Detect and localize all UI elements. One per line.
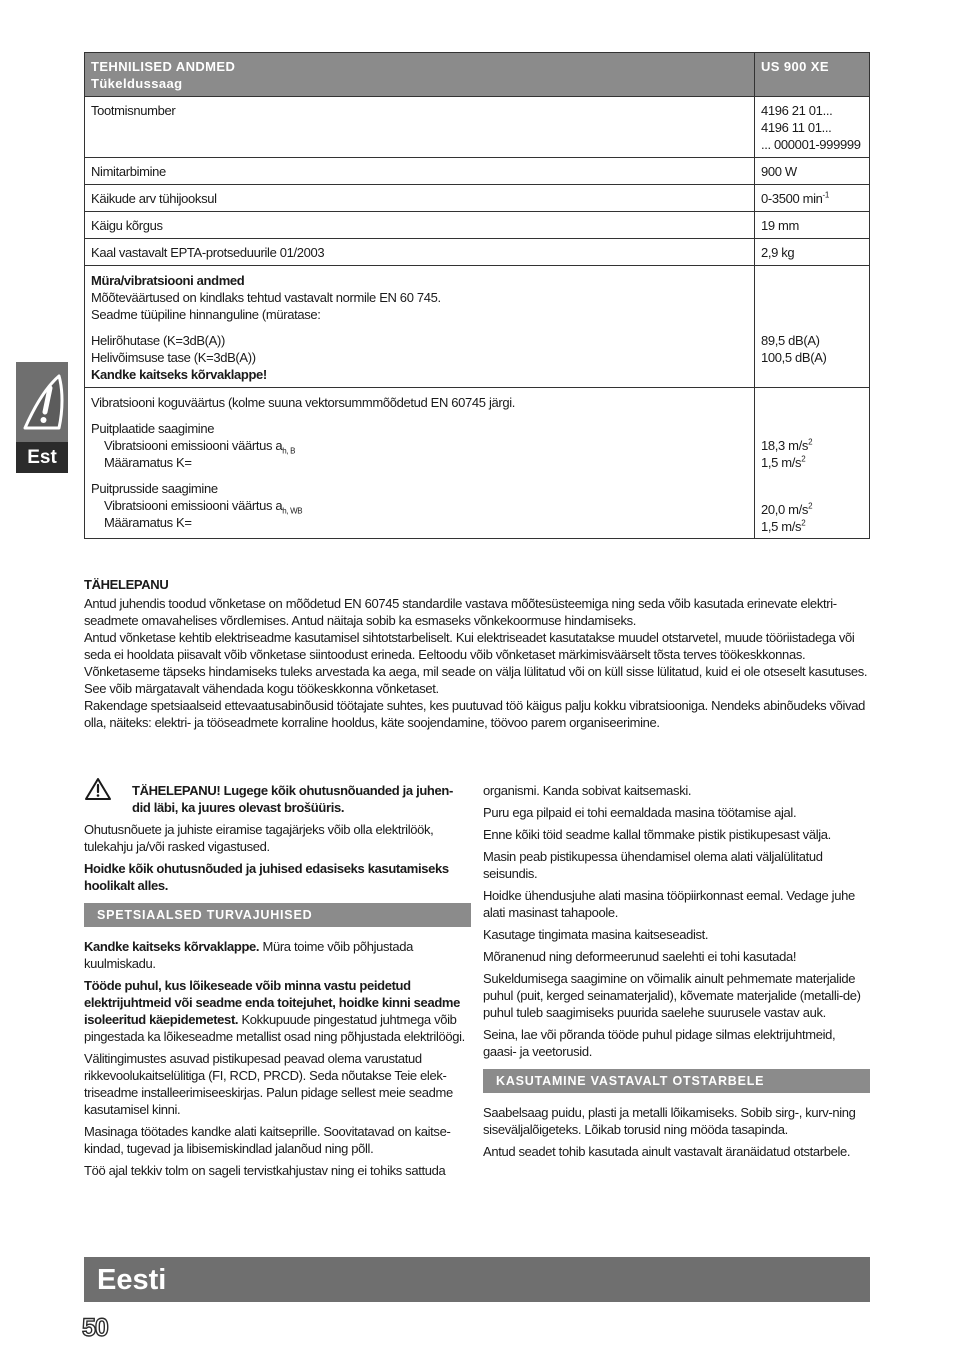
table-row-label: Käikude arv tühijooksul [85, 185, 755, 212]
table-row-value: 2,9 kg [755, 239, 870, 266]
noise-value-cell [755, 266, 870, 388]
text: Kokkupuude pingestatud juhtmega võib pingestada ka lõikeseadme metallist osad ning põhjustada elektrilöögi. [84, 1012, 465, 1044]
bold-text: Kandke kaitseks kõrvaklappe. [84, 939, 260, 954]
language-name: Eesti [97, 1264, 167, 1296]
warning-exclamation-icon [19, 366, 65, 442]
speed-value: 0-3500 min [761, 191, 823, 206]
vibration-group-title: Puitplaatide saagimine [91, 421, 215, 436]
ear-protection-note: Kandke kaitseks kõrvaklappe! [91, 367, 267, 382]
table-row-value: 19 mm [755, 212, 870, 239]
left-column [84, 782, 471, 1184]
emission-subscript: h, WB [282, 506, 303, 516]
table-row [85, 158, 870, 185]
table-header-title-cell [85, 53, 755, 97]
product-number-line: 4196 21 01... [761, 103, 833, 118]
paragraph: Kasutage tingimata masina kaitseseadist. [483, 927, 709, 942]
paragraph: Hoidke kõik ohutusnõuded ja juhised edasiseks kasutamiseks hoolikalt alles. [84, 861, 449, 893]
paragraph: Välitingimustes asuvad pistikupesad peavad olema varustatud rikkevoolukaitselülitiga (FI, RCD, PRCD). Seda nõutakse Teie elek-triseadme installeerimiseeskirjas. Palun pidage sellest meie seadme kasutamisel kinni. [84, 1051, 453, 1117]
table-row-label: Käigu kõrgus [85, 212, 755, 239]
warning-triangle-icon [84, 777, 112, 801]
table-row-value: 900 W [755, 158, 870, 185]
noise-line: Seadme tüüpiline hinnanguline (müratase: [91, 307, 321, 322]
table-header-title: TEHNILISED ANDMED [91, 59, 236, 74]
vibration-uncertainty-value [761, 454, 863, 471]
value-text: 1,5 m/s [761, 519, 802, 534]
right-column [483, 782, 870, 1165]
table-header-subtitle: Tükeldussaag [91, 76, 183, 91]
table-header-row [85, 53, 870, 97]
paragraph: Sukeldumisega saagimine on võimalik ainult pehmemate materjalide puhul (puit, kerged seinamaterjalid), kõvemate materjalide (metalli-de) puhul tuleb saagimiseks puurida saelehe suurusele vastav auk. [483, 971, 861, 1020]
vibration-row [85, 388, 870, 539]
value-text: 18,3 m/s [761, 438, 809, 453]
paragraph: Antud seadet tohib kasutada ainult vastavalt äranäidatud otstarbele. [483, 1144, 851, 1159]
paragraph: Seina, lae või põranda tööde puhul pidage silmas elektrijuhtmeid, gaasi- ja veetorusid. [483, 1027, 836, 1059]
text: Müra toime võib põhjustada kuulmiskadu. [84, 939, 414, 971]
paragraph: Hoidke ühendusjuhe alati masina tööpiirkonnast eemal. Vedage juhe alati masinast tahapoole. [483, 888, 855, 920]
notice-paragraph: Rakendage spetsiaalseid ettevaatusabinõusid töötajate suhtes, kes puutuvad töö käigus palju kokku vibratsiooniga. Nendeks abinõudeks võivad olla, näiteks: elektri- ja tööseadmete korraline hooldus, käte soojendamine, töövoo parem organiseerimine. [84, 698, 866, 730]
table-row-value [755, 185, 870, 212]
table-row [85, 185, 870, 212]
table-row-label: Kaal vastavalt EPTA-protseduurile 01/2003 [85, 239, 755, 266]
safety-warning-heading [84, 782, 471, 816]
vibration-label-cell [85, 388, 755, 539]
paragraph: Masinaga töötades kandke alati kaitseprille. Soovitatavad on kaitse-kindad, tugevad ja libisemiskindlad jalanõud ning põll. [84, 1124, 451, 1156]
paragraph: Mõranenud ning deformeerunud saelehti ei tohi kasutada! [483, 949, 797, 964]
table-row [85, 212, 870, 239]
vibration-emission-value [761, 501, 863, 518]
vibration-emission-label [91, 437, 748, 454]
vibration-title: Vibratsiooni koguväärtus (kolme suuna vektorsummmõõdetud EN 60745 järgi. [91, 395, 516, 410]
paragraph: Saabelsaag puidu, plasti ja metalli lõikamiseks. Sobib sirg-, kurv-ning siseväljalõigeteks. Lõikab torusid ning mööda tasapinda. [483, 1105, 856, 1137]
value-text: 20,0 m/s [761, 502, 809, 517]
paragraph [84, 977, 471, 1045]
language-code: Est [16, 442, 68, 473]
vibration-notice [84, 576, 870, 731]
table-row [85, 97, 870, 158]
paragraph: Töö ajal tekkiv tolm on sageli tervistkahjustav ning ei tohiks sattuda [84, 1163, 446, 1178]
product-number-line: ... 000001-999999 [761, 137, 861, 152]
paragraph: Puru ega pilpaid ei tohi eemaldada masina töötamise ajal. [483, 805, 797, 820]
table-row [85, 239, 870, 266]
table-header-model: US 900 XE [755, 53, 870, 97]
notice-paragraph: Antud võnketase kehtib elektriseadme kasutamisel sihtotstarbeliselt. Kui elektriseadet kasutatakse muudel otstarvetel, muude tööriistadega või seda ei hooldata piisavalt võib võnketase siintoodust erineda. Eeltoodu võib võnketaset märkimisväärselt tõsta terves töökeskkonnas. [84, 630, 855, 662]
vibration-uncertainty-label: Määramatus K= [104, 515, 192, 530]
noise-label-cell [85, 266, 755, 388]
paragraph: Masin peab pistikupessa ühendamisel olema alati väljalülitatud seisundis. [483, 849, 823, 881]
table-row-label: Nimitarbimine [85, 158, 755, 185]
safety-warning-title: TÄHELEPANU! Lugege kõik ohutusnõuanded ja juhen-did läbi, ka juures olevast brošüüris. [132, 783, 453, 815]
notice-title: TÄHELEPANU [84, 577, 169, 592]
unit-exponent: 2 [808, 437, 813, 447]
vibration-group-title: Puitprusside saagimine [91, 481, 218, 496]
emission-label-text: Vibratsiooni emissiooni väärtus a [104, 498, 283, 513]
speed-exponent: -1 [822, 190, 829, 200]
vibration-uncertainty-label: Määramatus K= [104, 455, 192, 470]
section-heading-intended-use: KASUTAMINE VASTAVALT OTSTARBELE [483, 1069, 870, 1093]
vibration-emission-label [91, 497, 748, 514]
paragraph: Ohutusnõuete ja juhiste eiramise tagajärjeks võib olla elektrilöök, tulekahju ja/või rasked vigastused. [84, 822, 434, 854]
unit-exponent: 2 [801, 518, 806, 528]
emission-subscript: h, B [282, 446, 296, 456]
vibration-value-cell [755, 388, 870, 539]
sound-pressure-value: 89,5 dB(A) [761, 333, 820, 348]
unit-exponent: 2 [808, 501, 813, 511]
noise-row [85, 266, 870, 388]
sound-power-value: 100,5 dB(A) [761, 350, 827, 365]
bold-text: Tööde puhul, kus lõikeseade võib minna vastu peidetud elektrijuhtmeid või seadme enda toitejuhet, hoidke kinni seadme isoleeritud käepidemetest. [84, 978, 460, 1027]
value-text: 1,5 m/s [761, 455, 802, 470]
technical-data-table [84, 52, 870, 539]
table-row-label: Tootmisnumber [85, 97, 755, 158]
table-row-value [755, 97, 870, 158]
noise-line: Mõõteväärtused on kindlaks tehtud vastavalt normile EN 60 745. [91, 290, 441, 305]
unit-exponent: 2 [801, 454, 806, 464]
paragraph: Enne kõiki töid seadme kallal tõmmake pistik pistikupesast välja. [483, 827, 831, 842]
language-footer-bar [84, 1257, 870, 1302]
language-side-tab [16, 362, 68, 473]
paragraph: organismi. Kanda sobivat kaitsemaski. [483, 783, 692, 798]
vibration-uncertainty-value [761, 518, 863, 535]
product-number-line: 4196 11 01... [761, 120, 832, 135]
page-number: 50 [82, 1314, 108, 1342]
sound-power-label: Helivõimsuse tase (K=3dB(A)) [91, 350, 256, 365]
vibration-emission-value [761, 437, 863, 454]
notice-paragraph: Antud juhendis toodud võnketase on mõõdetud EN 60745 standardile vastava mõõtesüsteemiga ning seda võib kasutada erinevate elektri-seadmete omavahelises võrdlemises. Antud näitaja sobib ka esmaseks võnkekoormuse hindamiseks. [84, 596, 837, 628]
noise-title: Müra/vibratsiooni andmed [91, 273, 245, 288]
sound-pressure-label: Helirõhutase (K=3dB(A)) [91, 333, 225, 348]
paragraph [84, 938, 471, 972]
emission-label-text: Vibratsiooni emissiooni väärtus a [104, 438, 283, 453]
section-heading-special-safety: SPETSIAALSED TURVAJUHISED [84, 903, 471, 927]
notice-paragraph: Võnketaseme täpseks hindamiseks tuleks arvestada ka aega, mil seade on välja lülitatud või on küll sisse lülitatud, kuid ei ole otseselt kasutuses. See võib märgatavalt vähendada kogu töökeskkonna võnketaset. [84, 664, 868, 696]
